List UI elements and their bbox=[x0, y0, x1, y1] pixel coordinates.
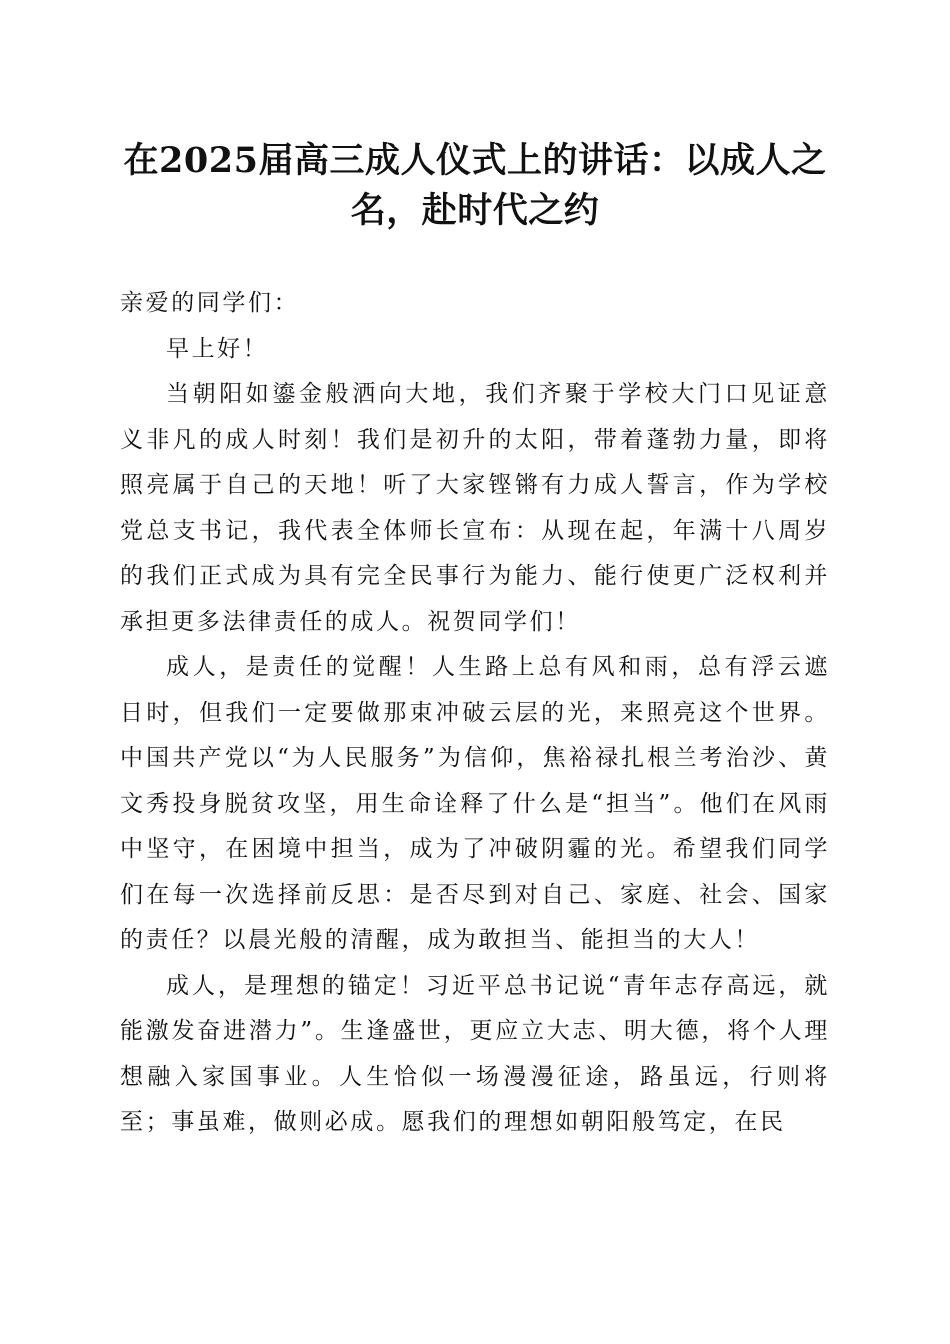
paragraph-ideals: 成人，是理想的锚定！习近平总书记说“青年志存高远，就能激发奋进潜力”。生逢盛世，更应立大志、明大德，将个人理想融入家国事业。人生恰似一场漫漫征途，路虽远，行则将至；事虽难，做则必成。愿我们的理想如朝阳般笃定，在民 bbox=[120, 972, 830, 1135]
paragraph-responsibility: 成人，是责任的觉醒！人生路上总有风和雨，总有浮云遮日时，但我们一定要做那束冲破云层的光，来照亮这个世界。中国共产党以“为人民服务”为信仰，焦裕禄扎根兰考治沙、黄文秀投身脱贫攻坚，用生命诠释了什么是“担当”。他们在风雨中坚守，在困境中担当，成为了冲破阴霾的光。希望我们同学们在每一次选择前反思：是否尽到对自己、家庭、社会、国家的责任？以晨光般的清醒，成为敢担当、能担当的大人！ bbox=[120, 654, 830, 953]
document-title: 在2025届高三成人仪式上的讲话：以成人之名，赴时代之约 bbox=[123, 140, 827, 231]
paragraph-opening: 当朝阳如鎏金般洒向大地，我们齐聚于学校大门口见证意义非凡的成人时刻！我们是初升的太阳，带着蓬勃力量，即将照亮属于自己的天地！听了大家铿锵有力成人誓言，作为学校党总支书记，我代表全体师长宣布：从现在起，年满十八周岁的我们正式成为具有完全民事行为能力、能行使更广泛权利并承担更多法律责任的成人。祝贺同学们！ bbox=[120, 381, 830, 635]
paragraph-greeting: 早上好！ bbox=[166, 335, 269, 362]
document-body bbox=[120, 281, 830, 1146]
salutation: 亲爱的同学们： bbox=[120, 290, 300, 316]
